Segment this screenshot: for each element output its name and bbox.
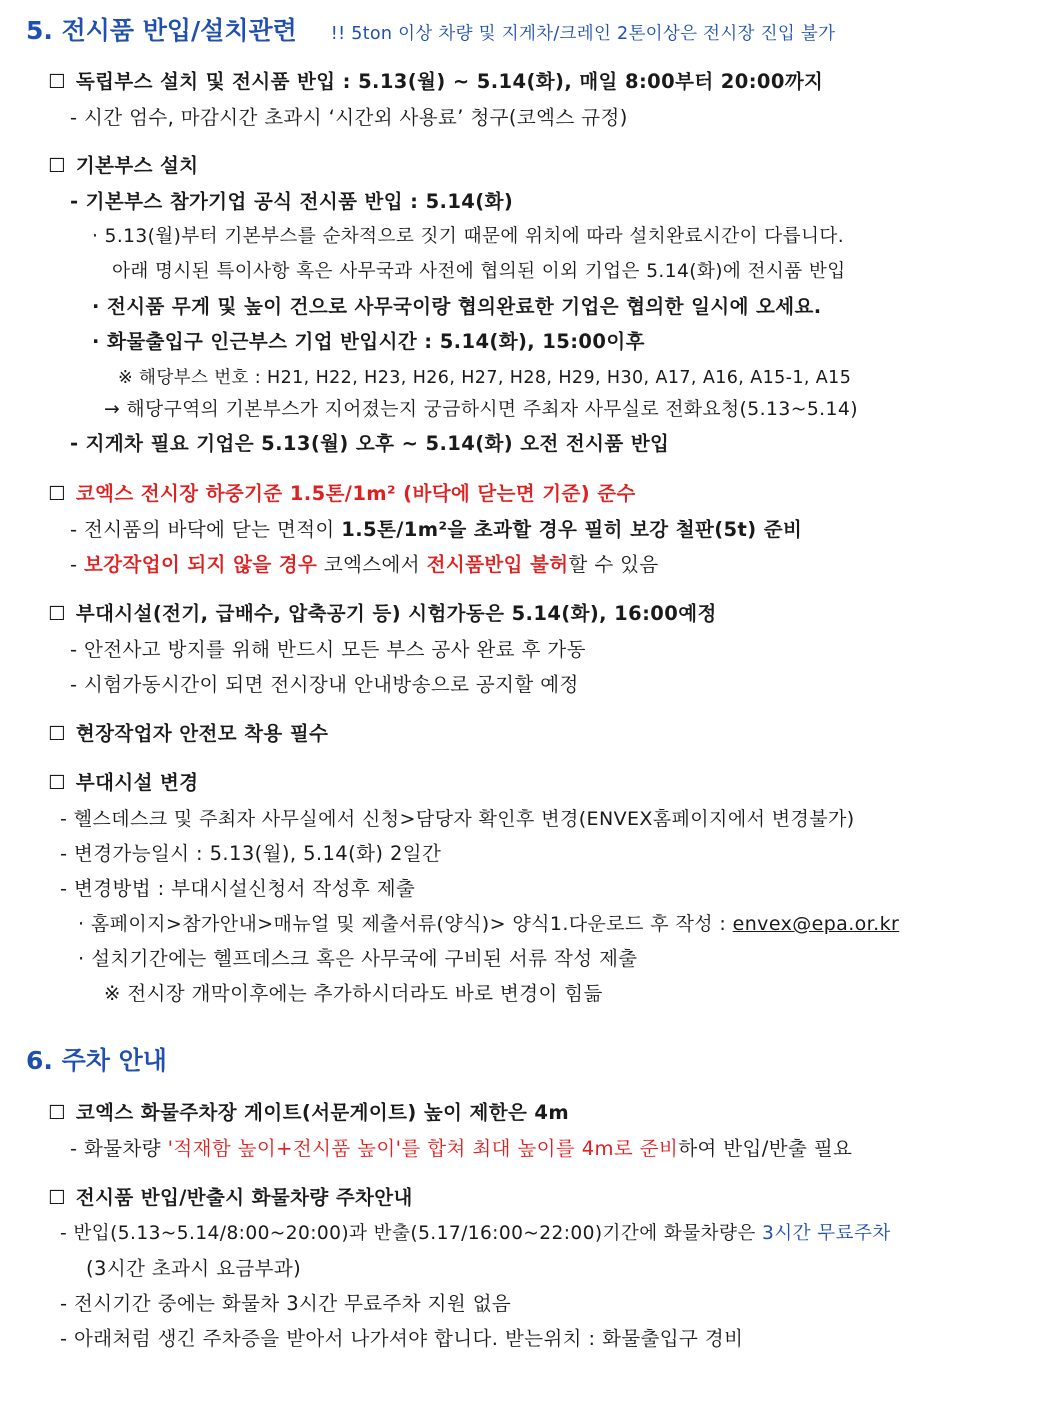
basic-booth-bullet1-line1: · 5.13(월)부터 기본부스를 순차적으로 짓기 때문에 위치에 따라 설치완료시간이 다릅니다. (92, 226, 845, 247)
helmet-title-text: 현장작업자 안전모 착용 필수 (75, 722, 329, 745)
basic-booth-bullet3: · 화물출입구 인근부스 기업 반입시간 : 5.14(화), 15:00이후 (92, 330, 645, 353)
facility-change-line1: - 헬스데스크 및 주최자 사무실에서 신청>담당자 확인후 변경(ENVEX홈페이지에서 변경불가) (60, 808, 855, 830)
section5-title: 5. 전시품 반입/설치관련 (26, 16, 297, 45)
section5-heading (26, 14, 835, 51)
basic-booth-phone-note: → 해당구역의 기본부스가 지어졌는지 궁금하시면 주최자 사무실로 전화요청(5.13~5.14) (104, 399, 858, 420)
gate-line1-b: '적재함 높이+전시품 높이'를 합쳐 최대 높이를 4m로 준비 (167, 1137, 679, 1160)
facility-change-title-text: 부대시설 변경 (75, 771, 199, 794)
gate-title-text: 코엑스 화물주차장 게이트(서문게이트) 높이 제한은 4m (75, 1101, 570, 1124)
gate-line1-a: - 화물차량 (70, 1137, 168, 1160)
basic-booth-title-text: 기본부스 설치 (75, 154, 199, 177)
checkbox-icon: ☐ (48, 1101, 66, 1124)
basic-booth-bullet2: · 전시품 무게 및 높이 건으로 사무국이랑 협의완료한 기업은 협의한 일시에 오세요. (92, 295, 822, 318)
gate-title (48, 1099, 569, 1127)
checkbox-icon: ☐ (48, 771, 66, 794)
load-line1-b: 1.5톤/1m²을 초과할 경우 필히 보강 철판(5t) 준비 (341, 518, 803, 541)
facilities-test-title (48, 600, 717, 628)
email-link[interactable]: envex@epa.or.kr (732, 913, 900, 935)
facilities-test-title-text: 부대시설(전기, 급배수, 압축공기 등) 시험가동은 5.14(화), 16:00예정 (75, 602, 717, 625)
parking-line3: - 아래처럼 생긴 주차증을 받아서 나가셔야 합니다. 받는위치 : 화물출입구 경비 (60, 1327, 744, 1350)
load-line2-c: 전시품반입 불허 (426, 553, 569, 576)
load-title (48, 480, 636, 508)
facility-change-bullet1-text: · 홈페이지>참가안내>매뉴얼 및 제출서류(양식)> 양식1.다운로드 후 작성 : (78, 913, 733, 935)
gate-line1 (70, 1135, 852, 1163)
load-line2-d: 할 수 있음 (568, 553, 659, 576)
load-line2-b: 코엑스에서 (317, 553, 427, 576)
gate-line1-c: 하여 반입/반출 필요 (678, 1137, 853, 1160)
basic-booth-title (48, 152, 199, 180)
basic-booth-official: - 기본부스 참가기업 공식 전시품 반입 : 5.14(화) (70, 190, 514, 213)
facilities-test-line2: - 시험가동시간이 되면 전시장내 안내방송으로 공지할 예정 (70, 673, 579, 696)
parking-title-text: 전시품 반입/반출시 화물차량 주차안내 (75, 1186, 413, 1209)
basic-booth-forklift: - 지게차 필요 기업은 5.13(월) 오후 ~ 5.14(화) 오전 전시품 반입 (70, 432, 670, 455)
load-line2 (70, 551, 659, 579)
independent-booth-title-text: 독립부스 설치 및 전시품 반입 : 5.13(월) ~ 5.14(화), 매일 8:00부터 20:00까지 (75, 70, 824, 93)
load-line1-a: - 전시품의 바닥에 닫는 면적이 (70, 518, 342, 541)
basic-booth-booths-note: ※ 해당부스 번호 : H21, H22, H23, H26, H27, H28, H29, H30, A17, A16, A15-1, A15 (118, 368, 852, 388)
facility-change-line2: - 변경가능일시 : 5.13(월), 5.14(화) 2일간 (60, 842, 442, 865)
load-line2-a: 보강작업이 되지 않을 경우 (84, 553, 318, 576)
independent-booth-note: - 시간 엄수, 마감시간 초과시 ‘시간외 사용료’ 청구(코엑스 규정) (70, 106, 628, 129)
load-line1 (70, 516, 802, 544)
checkbox-icon: ☐ (48, 154, 66, 177)
parking-line1 (60, 1220, 891, 1248)
helmet-title (48, 720, 328, 748)
independent-booth-title (48, 68, 823, 96)
load-title-text: 코엑스 전시장 하중기준 1.5톤/1m² (바닥에 닫는면 기준) 준수 (75, 482, 636, 505)
parking-line1-a: - 반입(5.13~5.14/8:00~20:00)과 반출(5.17/16:00~22:00)기간에 화물차량은 (60, 1223, 763, 1244)
checkbox-icon: ☐ (48, 722, 66, 745)
basic-booth-bullet1-line2: 아래 명시된 특이사항 혹은 사무국과 사전에 협의된 이외 기업은 5.14(화)에 전시품 반입 (112, 261, 846, 282)
facility-change-line3: - 변경방법 : 부대시설신청서 작성후 제출 (60, 877, 416, 900)
section5-warning: !! 5ton 이상 차량 및 지게차/크레인 2톤이상은 전시장 진입 불가 (330, 24, 836, 44)
section6-heading: 6. 주차 안내 (26, 1046, 167, 1075)
parking-line2: - 전시기간 중에는 화물차 3시간 무료주차 지원 없음 (60, 1292, 512, 1315)
facility-change-title (48, 769, 199, 797)
facility-change-bullet1 (78, 910, 899, 938)
facility-change-bullet2: · 설치기간에는 헬프데스크 혹은 사무국에 구비된 서류 작성 제출 (78, 947, 638, 970)
parking-title (48, 1184, 413, 1212)
facilities-test-line1: - 안전사고 방지를 위해 반드시 모든 부스 공사 완료 후 가동 (70, 638, 586, 661)
checkbox-icon: ☐ (48, 1186, 66, 1209)
parking-line1-cont: (3시간 초과시 요금부과) (86, 1257, 302, 1280)
load-line2-dash: - (70, 553, 85, 576)
parking-line1-b: 3시간 무료주차 (762, 1223, 891, 1244)
facility-change-note: ※ 전시장 개막이후에는 추가하시더라도 바로 변경이 힘듦 (104, 982, 603, 1005)
checkbox-icon: ☐ (48, 602, 66, 625)
checkbox-icon: ☐ (48, 482, 66, 505)
checkbox-icon: ☐ (48, 70, 66, 93)
